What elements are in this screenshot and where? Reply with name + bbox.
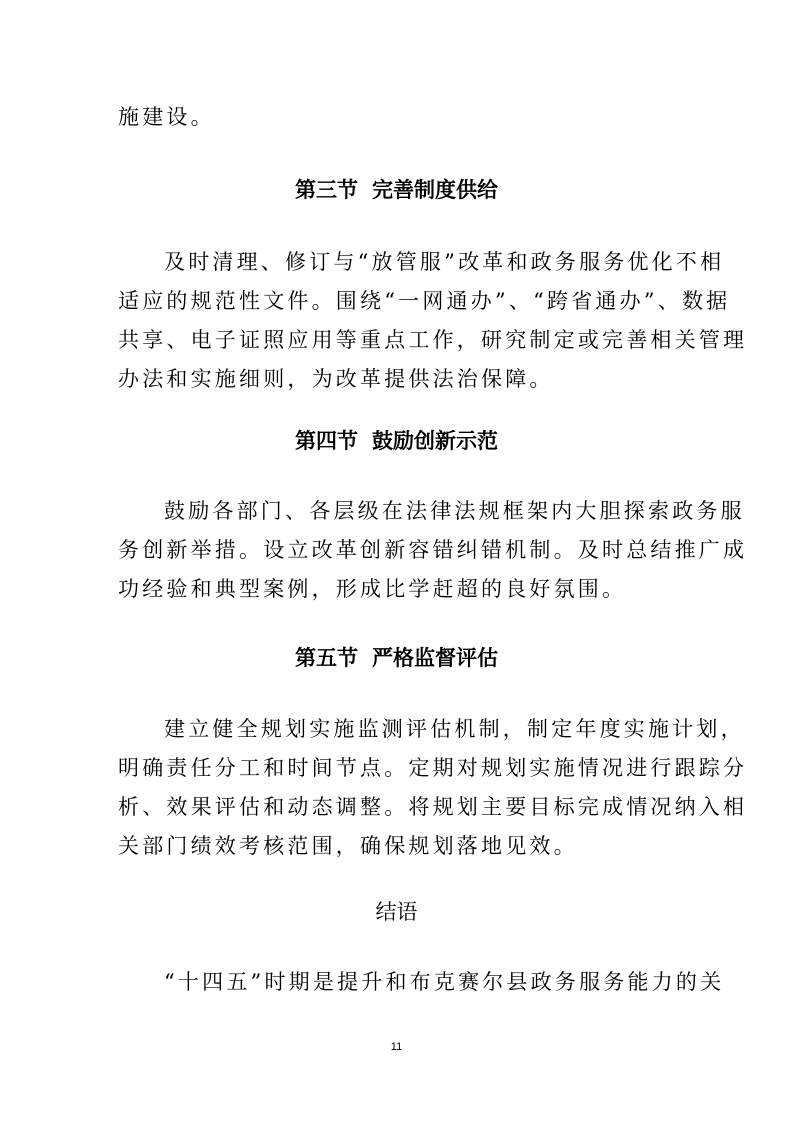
section-heading: [0, 644, 793, 672]
section-title: 鼓励创新示范: [372, 429, 498, 453]
section-number: 第五节: [295, 646, 358, 670]
paragraph-line: 办法和实施细则，为改革提供法治保障。: [118, 367, 554, 391]
paragraph-line: 建立健全规划实施监测评估机制，制定年度实施计划，: [164, 717, 745, 741]
paragraph-line: 鼓励各部门、各层级在法律法规框架内大胆探索政务服: [164, 499, 745, 523]
section-heading: [0, 427, 793, 455]
section-title: 完善制度供给: [372, 178, 498, 202]
section-number: 第三节: [295, 178, 358, 202]
paragraph-line: 析、效果评估和动态调整。将规划主要目标完成情况纳入相: [118, 795, 748, 819]
paragraph-line: 适应的规范性文件。围绕“一网通办”、“跨省通办”、数据: [118, 289, 731, 313]
section-number: 第四节: [295, 429, 358, 453]
conclusion-title: 结语: [375, 900, 418, 924]
paragraph-line: 施建设。: [118, 105, 215, 129]
paragraph-line: 明确责任分工和时间节点。定期对规划实施情况进行跟踪分: [118, 756, 748, 780]
paragraph-line: 功经验和典型案例，形成比学赶超的良好氛围。: [118, 577, 627, 601]
section-heading: [0, 176, 793, 204]
paragraph-line: 关部门绩效考核范围，确保规划落地见效。: [118, 834, 578, 858]
page-number: 11: [390, 1041, 403, 1053]
paragraph-line: 共享、电子证照应用等重点工作，研究制定或完善相关管理: [118, 328, 748, 352]
paragraph-line: “十四五”时期是提升和布克赛尔县政务服务能力的关: [164, 970, 725, 994]
paragraph-line: 务创新举措。设立改革创新容错纠错机制。及时总结推广成: [118, 538, 748, 562]
paragraph-line: 及时清理、修订与“放管服”改革和政务服务优化不相: [164, 250, 725, 274]
section-title: 严格监督评估: [372, 646, 498, 670]
